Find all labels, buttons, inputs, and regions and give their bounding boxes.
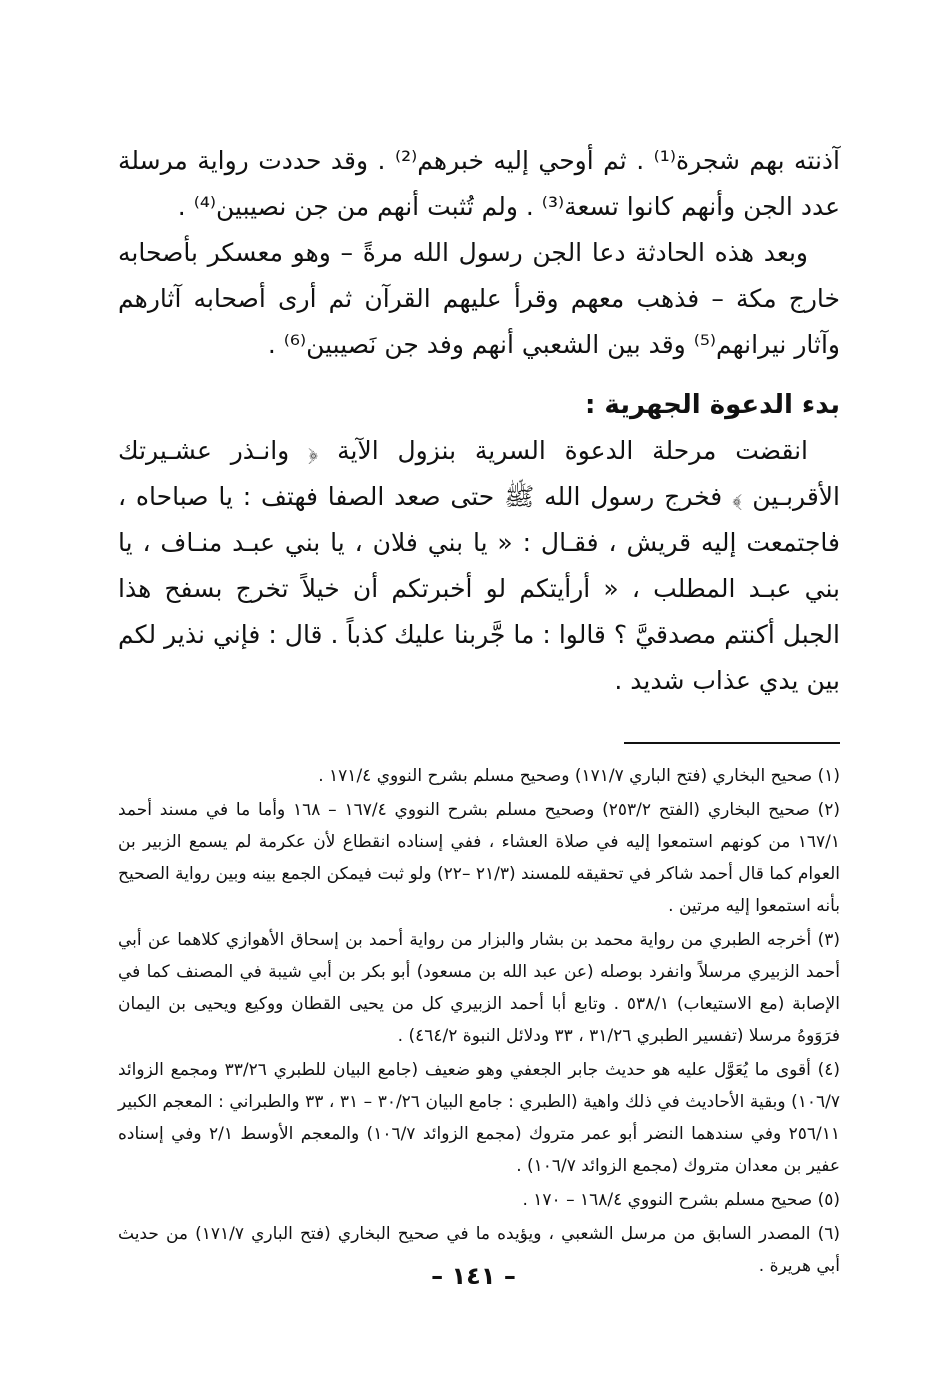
paragraph-3: انقضت مرحلة الدعوة السرية بنزول الآية ﴿ وانـذر عشـيرتك الأقربـين ﴾ فخرج رسول الله ﷺ حتى صعد الصفا فهتف : يا صباحاه ، فاجتمعت إليه قريش ، فقـال : « يا بني فلان ، يا بني عبـد منـاف ، يا بني عبـد المطلب ، « أرأيتكم لو أخبرتكم أن خيلاً تخرج بسفح هذا الجبل أكنتم مصدقيَّ ؟ قالوا : ما جَّربنا عليك كذباً . قال : فإني نذير لكم بين يدي عذاب شديد . bbox=[118, 436, 840, 695]
footnote-3: (٣) أخرجه الطبري من رواية محمد بن بشار والبزار من رواية أحمد بن إسحاق الأهوازي كلاهما عن أبي أحمد الزبيري مرسلاً وانفرد بوصله (عن عبد الله بن مسعود) أبو بكر بن أبي شيبة في المصنف كما في الإصابة (مع الاستيعاب) ٥٣٨/١ . وتابع أبا أحمد الزبيري كل من يحيى القطان ووكيع ويحيى بن اليمان فرَوَوهُ مرسلا (تفسير الطبري ٣١/٢٦ ، ٣٣ ودلائل النبوة ٤٦٤/٢) . bbox=[118, 930, 840, 1046]
paragraph-1: آذنته بهم شجرة⁽¹⁾ . ثم أوحي إليه خبرهم⁽²⁾ . وقد حددت رواية مرسلة عدد الجن وأنهم كانوا تسعة⁽³⁾ . ولم تُثبت أنهم من جن نصيبين⁽⁴⁾ . bbox=[118, 146, 840, 221]
main-text bbox=[118, 138, 840, 704]
page-number: – ١٤١ – bbox=[431, 1262, 516, 1290]
footnote-6: (٦) المصدر السابق من مرسل الشعبي ، ويؤيده ما في صحيح البخاري (فتح الباري ١٧١/٧) من حديث أبي هريرة . bbox=[118, 1224, 840, 1276]
footnote-1: (١) صحيح البخاري (فتح الباري ١٧١/٧) وصحيح مسلم بشرح النووي ١٧١/٤ . bbox=[318, 766, 840, 786]
footnotes bbox=[118, 760, 840, 1282]
footnote-2: (٢) صحيح البخاري (الفتح ٢٥٣/٢) وصحيح مسلم بشرح النووي ١٦٧/٤ – ١٦٨ وأما ما في مسند أحمد ١٦٧/١ من كونهم استمعوا إليه في صلاة العشاء ، ففي إسناده انقطاع لأن عكرمة لم يسمع الزبير بن العوام كما قال أحمد شاكر في تحقيقه للمسند (٢١/٣ –٢٢) ولو ثبت فيمكن الجمع بينه وبين رواية الصحيح بأنه استمعوا إليه مرتين . bbox=[118, 800, 841, 916]
section-heading: بدء الدعوة الجهرية : bbox=[584, 390, 840, 420]
paragraph-2: وبعد هذه الحادثة دعا الجن رسول الله مرةً – وهو معسكر بأصحابه خارج مكة – فذهب معهم وقرأ عليهم القرآن ثم أرى أصحابه آثارهم وآثار نيرانهم⁽⁵⁾ وقد بين الشعبي أنهم وفد جن نَصيبين⁽⁶⁾ . bbox=[118, 238, 840, 359]
footnote-5: (٥) صحيح مسلم بشرح النووي ١٦٨/٤ – ١٧٠ . bbox=[522, 1190, 840, 1210]
footnote-4: (٤) أقوى ما يُعَوَّل عليه هو حديث جابر الجعفي وهو ضعيف (جامع البيان للطبري ٣٣/٢٦ ومجمع الزوائد ١٠٦/٧) وبقية الأحاديث في ذلك واهية (الطبري : جامع البيان ٣٠/٢٦ – ٣١ ، ٣٣ والطبراني : المعجم الكبير ٢٥٦/١١ وفي سندهما النضر أبو عمر متروك (مجمع الزوائد ١٠٦/٧) والمعجم الأوسط ٢/١ وفي إسناده عفير بن معدان متروك (مجمع الزوائد ١٠٦/٧) . bbox=[118, 1060, 841, 1176]
footnote-divider bbox=[624, 742, 840, 744]
page-content bbox=[118, 138, 840, 1284]
